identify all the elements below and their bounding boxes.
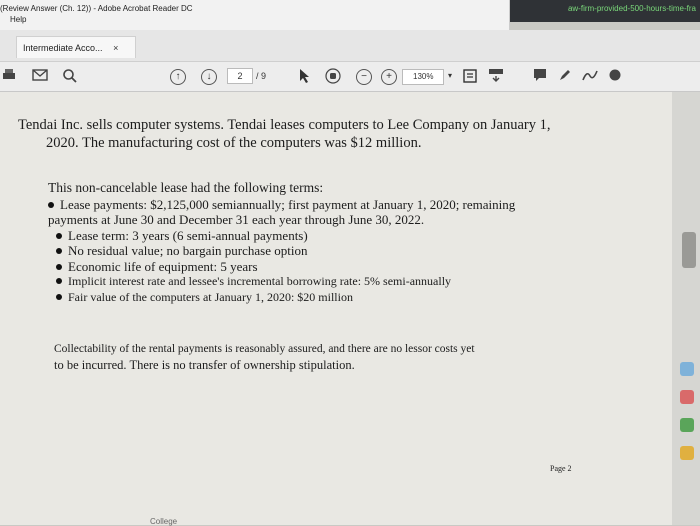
- closing-line: to be incurred. There is no transfer of ownership stipulation.: [54, 357, 355, 372]
- term-fair-value: Fair value of the computers at January 1, 2020: $20 million: [48, 290, 608, 306]
- tool-icon-comment[interactable]: [680, 446, 694, 460]
- sign-icon[interactable]: [608, 68, 622, 86]
- document-tab-label: Intermediate Acco...: [23, 43, 103, 53]
- bullet-icon: [56, 278, 62, 284]
- url-fragment: aw-firm-provided-500-hours-time-fra: [567, 4, 696, 13]
- document-viewport: [0, 92, 700, 525]
- term-economic-life: Economic life of equipment: 5 years: [48, 259, 608, 275]
- page-total: / 9: [256, 71, 267, 81]
- document-tab[interactable]: [16, 36, 136, 58]
- page-number-input[interactable]: 2: [227, 68, 253, 84]
- email-icon[interactable]: [32, 68, 48, 86]
- highlight-pen-icon[interactable]: [558, 68, 572, 86]
- intro-paragraph: [18, 116, 608, 152]
- footer-fragment: College: [150, 517, 178, 526]
- document-tab-bar: [0, 30, 700, 62]
- next-page-icon[interactable]: ↓: [201, 69, 217, 85]
- tool-icon-export[interactable]: [680, 362, 694, 376]
- acrobat-titlebar: [0, 0, 510, 30]
- zoom-dropdown-icon[interactable]: ▾: [448, 71, 453, 80]
- search-icon[interactable]: [62, 68, 78, 88]
- window-title: (Review Answer (Ch. 12)) - Adobe Acrobat Reader DC: [0, 4, 193, 13]
- intro-line: 2020. The manufacturing cost of the computers was $12 million.: [46, 135, 422, 151]
- intro-line: Tendai Inc. sells computer systems. Tendai leases computers to Lee Company on January 1,: [18, 117, 551, 133]
- fit-page-icon[interactable]: [462, 68, 478, 88]
- menu-help[interactable]: Help: [10, 15, 27, 24]
- comment-icon[interactable]: [533, 68, 547, 86]
- tool-icon-edit[interactable]: [680, 390, 694, 404]
- term-interest-rate: Implicit interest rate and lessee's incremental borrowing rate: 5% semi-annually: [48, 274, 608, 290]
- scroll-mode-icon[interactable]: [488, 68, 504, 86]
- lease-terms: [48, 180, 608, 305]
- tool-icon-organize[interactable]: [680, 418, 694, 432]
- zoom-in-icon[interactable]: +: [381, 69, 397, 85]
- previous-page-icon[interactable]: ↑: [170, 69, 186, 85]
- bullet-icon: [56, 264, 62, 270]
- close-icon[interactable]: ×: [113, 43, 119, 53]
- zoom-out-icon[interactable]: −: [356, 69, 372, 85]
- scrollbar-thumb[interactable]: [682, 232, 696, 268]
- terms-heading: This non-cancelable lease had the following terms:: [48, 180, 324, 195]
- bullet-icon: [56, 233, 62, 239]
- draw-icon[interactable]: [582, 68, 598, 86]
- bullet-icon: [56, 294, 62, 300]
- term-lease-length: Lease term: 3 years (6 semi-annual payments): [48, 228, 608, 244]
- right-tool-pane: [680, 362, 700, 474]
- term-payments: Lease payments: $2,125,000 semiannually; first payment at January 1, 2020; remaining: [48, 197, 608, 213]
- term-residual: No residual value; no bargain purchase option: [48, 243, 608, 259]
- closing-line: Collectability of the rental payments is reasonably assured, and there are no lessor costs yet: [54, 343, 475, 355]
- zoom-level-field[interactable]: 130%: [402, 69, 444, 85]
- hand-tool-icon[interactable]: [325, 68, 341, 88]
- pdf-page: [0, 92, 672, 525]
- bullet-icon: [56, 248, 62, 254]
- page-label: Page 2: [550, 464, 572, 473]
- print-icon[interactable]: [2, 68, 16, 86]
- toolbar: [0, 62, 700, 92]
- closing-paragraph: [54, 342, 614, 373]
- bullet-icon: [48, 202, 54, 208]
- select-cursor-icon[interactable]: [298, 68, 310, 88]
- term-payments-cont: payments at June 30 and December 31 each year through June 30, 2022.: [48, 212, 425, 227]
